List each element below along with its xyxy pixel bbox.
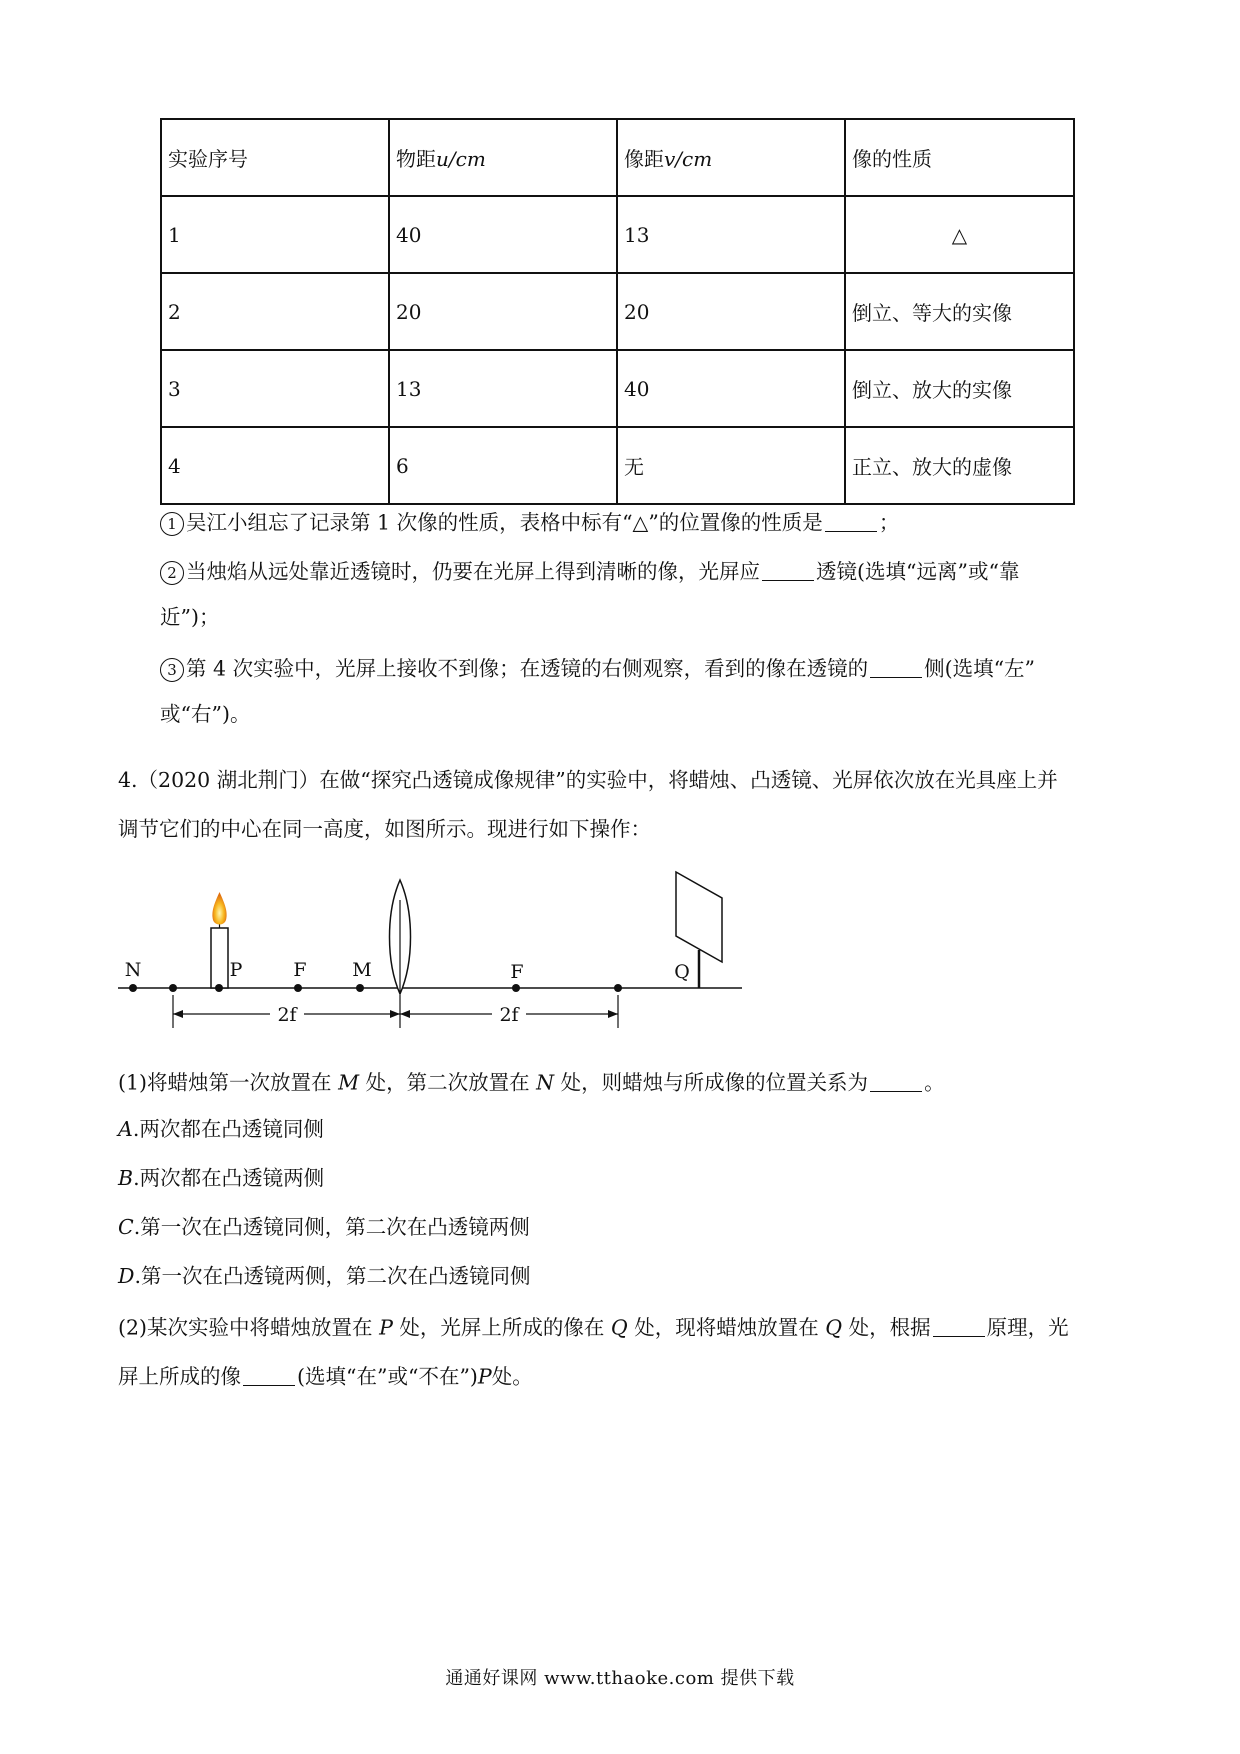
table-cell: 正立、放大的虚像 <box>845 427 1074 504</box>
page-footer: 通通好课网 www.tthaoke.com 提供下载 <box>445 1668 795 1689</box>
point-N <box>129 984 137 992</box>
sub-question-3: 3 第 4 次实验中，光屏上接收不到像；在透镜的右侧观察，看到的像在透镜的 侧(选填“左” <box>160 656 1035 682</box>
sub-question-3-cont: 或“右”)。 <box>160 702 251 726</box>
label-Q: Q <box>674 961 690 983</box>
experiment-table <box>160 118 1075 505</box>
option-c[interactable]: C.第一次在凸透镜同侧，第二次在凸透镜两侧 <box>118 1215 530 1239</box>
label-2f-right: 2f <box>499 1004 519 1026</box>
label-N: N <box>124 959 142 981</box>
table-cell: 20 <box>617 273 845 350</box>
point-2f-left <box>169 984 177 992</box>
option-a[interactable]: A.两次都在凸透镜同侧 <box>118 1117 324 1141</box>
circled-number: 1 <box>160 512 184 536</box>
answer-blank[interactable] <box>870 1070 922 1092</box>
point-2f-right <box>614 984 622 992</box>
header-cell: 像距v/cm <box>617 119 845 196</box>
flame-icon <box>212 892 226 925</box>
option-d[interactable]: D.第一次在凸透镜两侧，第二次在凸透镜同侧 <box>118 1264 531 1288</box>
table-cell: 3 <box>161 350 389 427</box>
table-cell: 1 <box>161 196 389 273</box>
question-4-stem: 4.（2020 湖北荆门）在做“探究凸透镜成像规律”的实验中，将蜡烛、凸透镜、光屏依次放在光具座上并 <box>118 768 1058 792</box>
circled-number: 2 <box>160 561 184 585</box>
answer-blank[interactable] <box>870 656 922 678</box>
label-F-left: F <box>293 959 307 981</box>
header-cell: 像的性质 <box>845 119 1074 196</box>
point-F-right <box>512 984 520 992</box>
question-4-stem-cont: 调节它们的中心在同一高度，如图所示。现进行如下操作： <box>118 817 651 841</box>
table-cell: 40 <box>617 350 845 427</box>
table-cell: 倒立、等大的实像 <box>845 273 1074 350</box>
sub-question-2-cont: 近”)； <box>160 605 220 629</box>
triangle-mark-cell: △ <box>845 196 1074 273</box>
label-P: P <box>229 959 243 981</box>
table-cell: 2 <box>161 273 389 350</box>
table-row <box>161 196 1074 273</box>
label-F-right: F <box>510 961 524 983</box>
sub-question-2: 2 当烛焰从远处靠近透镜时，仍要在光屏上得到清晰的像，光屏应 透镜(选填“远离”或“靠 <box>160 559 1019 585</box>
question-4-part-2: (2)某次实验中将蜡烛放置在 P 处，光屏上所成的像在 Q 处，现将蜡烛放置在 Q 处，根据 原理，光 <box>118 1315 1069 1340</box>
circled-number: 3 <box>160 658 184 682</box>
option-b[interactable]: B.两次都在凸透镜两侧 <box>118 1166 325 1190</box>
table-header-row <box>161 119 1074 196</box>
answer-blank[interactable] <box>762 559 814 581</box>
answer-blank[interactable] <box>243 1364 295 1386</box>
question-4-part-1: (1)将蜡烛第一次放置在 M 处，第二次放置在 N 处，则蜡烛与所成像的位置关系为 。 <box>118 1070 945 1095</box>
answer-blank[interactable] <box>933 1315 985 1337</box>
point-F-left <box>294 984 302 992</box>
screen-icon <box>676 872 722 962</box>
point-M <box>356 984 364 992</box>
table-cell: 倒立、放大的实像 <box>845 350 1074 427</box>
table-cell: 13 <box>617 196 845 273</box>
table-cell: 40 <box>389 196 617 273</box>
optical-bench-diagram <box>110 860 750 1040</box>
question-4-part-2-cont: 屏上所成的像 (选填“在”或“不在”)P处。 <box>118 1364 533 1389</box>
table-row <box>161 427 1074 504</box>
point-P <box>215 984 223 992</box>
table-cell: 无 <box>617 427 845 504</box>
table-cell: 13 <box>389 350 617 427</box>
sub-question-1: 1 吴江小组忘了记录第 1 次像的性质，表格中标有“△”的位置像的性质是 ； <box>160 510 899 536</box>
table-row <box>161 273 1074 350</box>
header-cell: 物距u/cm <box>389 119 617 196</box>
table-cell: 4 <box>161 427 389 504</box>
answer-blank[interactable] <box>825 510 877 532</box>
table-cell: 20 <box>389 273 617 350</box>
label-M: M <box>352 959 372 981</box>
table-cell: 6 <box>389 427 617 504</box>
header-cell: 实验序号 <box>161 119 389 196</box>
label-2f-left: 2f <box>277 1004 297 1026</box>
table-row <box>161 350 1074 427</box>
candle-body <box>211 928 228 988</box>
